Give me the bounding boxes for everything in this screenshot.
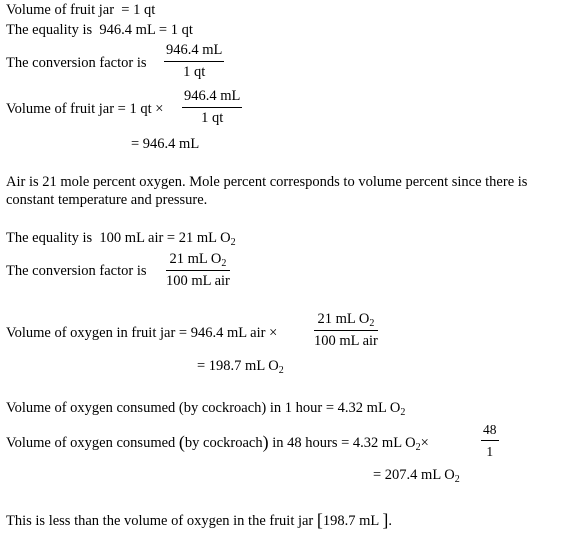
oxygen-equality-text: The equality is 100 mL air = 21 mL O (6, 230, 231, 246)
o2-subscript: 2 (400, 407, 406, 418)
jar-calc-fraction (182, 88, 242, 127)
o2-subscript: 2 (278, 365, 284, 376)
oxygen-factor-fraction (166, 251, 230, 290)
oxygen-calc-numerator (314, 311, 378, 330)
conclusion-line (6, 511, 392, 530)
paren-open: ( (178, 432, 185, 452)
oxygen-factor-denominator: 100 mL air (166, 273, 230, 289)
conclusion-value: 198.7 mL (322, 513, 379, 529)
jar-volume-line: Volume of fruit jar = 1 qt (6, 2, 156, 18)
cockroach-48h-line (6, 433, 429, 452)
o2-subscript: 2 (415, 442, 421, 453)
jar-calc-denominator: 1 qt (201, 110, 224, 126)
oxygen-result (197, 357, 284, 375)
cockroach-hour-line (6, 399, 405, 417)
paren-close: ) (262, 432, 269, 452)
cockroach-fraction (481, 421, 499, 460)
jar-equality-line: The equality is 946.4 mL = 1 qt (6, 22, 193, 38)
cockroach-paren-text: by cockroach (184, 435, 263, 451)
cockroach-result (373, 466, 460, 484)
cockroach-hour-text: Volume of oxygen consumed (by cockroach) in 1 hour = 4.32 mL O (6, 400, 401, 416)
cockroach-fraction-numerator: 48 (483, 422, 497, 437)
o2-subscript: 2 (230, 237, 236, 248)
cockroach-fraction-denominator: 1 (486, 444, 494, 459)
cockroach-result-text: = 207.4 mL O (373, 467, 455, 483)
jar-calc-label: Volume of fruit jar = 1 qt × (6, 101, 164, 117)
o2-subscript: 2 (221, 258, 227, 269)
oxygen-factor-numerator (166, 251, 230, 270)
bracket-open: [ (316, 510, 323, 530)
times-sign: × (420, 435, 429, 451)
o2-subscript: 2 (454, 474, 460, 485)
oxygen-calc-fraction (314, 311, 378, 350)
numerator-text: 21 mL O (169, 251, 222, 267)
oxygen-calc-denominator: 100 mL air (314, 333, 378, 349)
cockroach-48h-part2: in 48 hours = 4.32 mL O (268, 435, 416, 451)
numerator-text: 21 mL O (317, 311, 370, 327)
jar-factor-denominator: 1 qt (183, 64, 206, 80)
conclusion-text: This is less than the volume of oxygen in the fruit jar (6, 513, 314, 529)
cockroach-48h-part1: Volume of oxygen consumed (6, 435, 176, 451)
o2-subscript: 2 (369, 318, 375, 329)
oxygen-result-text: = 198.7 mL O (197, 358, 279, 374)
jar-result: = 946.4 mL (131, 136, 200, 152)
jar-factor-fraction (164, 42, 224, 81)
oxygen-calc-label: Volume of oxygen in fruit jar = 946.4 mL air × (6, 325, 278, 341)
oxygen-equality-line (6, 229, 236, 247)
jar-calc-numerator: 946.4 mL (184, 88, 241, 104)
jar-factor-numerator: 946.4 mL (166, 42, 223, 58)
jar-factor-label: The conversion factor is (6, 55, 147, 71)
oxygen-factor-label: The conversion factor is (6, 263, 147, 279)
conclusion-period: . (388, 513, 392, 529)
air-note: Air is 21 mole percent oxygen. Mole percent corresponds to volume percent since there is constant temperature and pressure. (6, 174, 528, 208)
bracket-close: ] (382, 510, 389, 530)
